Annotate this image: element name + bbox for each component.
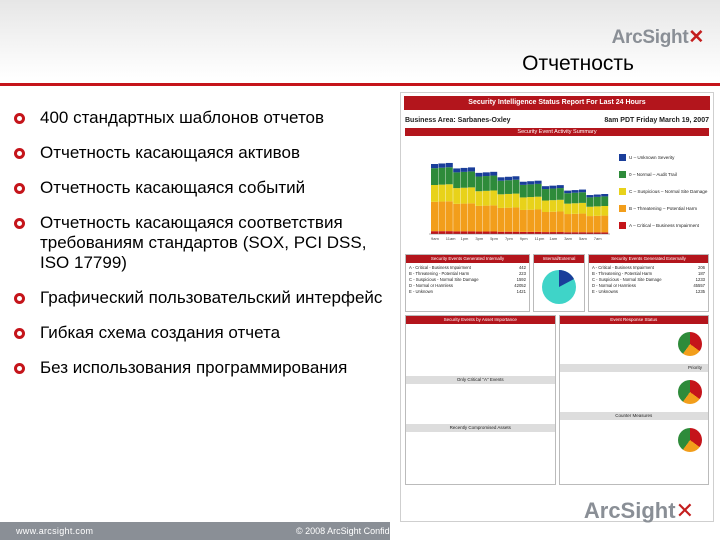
event-label: A - Critical - Business Impairment [591,265,654,270]
chart-bar-segment [601,206,608,216]
event-count: 442 [518,265,526,270]
event-count: 1235 [695,289,705,294]
chart-bar-segment [527,232,534,234]
chart-bar-segment [446,201,453,231]
legend-swatch [619,154,626,161]
bullet-item: Без использования программирования [14,358,394,378]
chart-bar-segment [542,189,549,200]
chart-bar-segment [579,232,586,234]
x-tick-label: 9pm [519,236,528,241]
bullet-icon [14,148,25,159]
chart-bar-segment [520,232,527,234]
chart-bar-segment [498,177,505,180]
chart-bar-segment [512,180,519,194]
chart-bar-segment [527,181,534,184]
x-tick-label: 1pm [460,236,469,241]
chart-bar-segment [535,209,542,231]
chart-bar-segment [483,232,490,234]
chart-bar-segment [549,186,556,189]
event-label: B - Threatening - Potential Harm [409,271,470,276]
event-label: E - Unknowns [591,289,619,294]
chart-bar-segment [446,167,453,184]
chart-bar-segment [512,232,519,234]
slide-footer [0,522,720,540]
chart-bar-segment [475,173,482,177]
bullet-icon [14,363,25,374]
chart-bar-segment [498,208,505,232]
chart-bar-segment [527,197,534,210]
chart-bar-segment [557,212,564,233]
chart-bar-segment [475,232,482,234]
legend-item: U – Unknown Severity [619,154,711,161]
chart-bar-segment [601,194,608,196]
footer-url: www.arcsight.com [16,526,94,536]
chart-bar-segment [483,206,490,232]
chart-bar-segment [512,207,519,231]
chart-bar-segment [542,232,549,234]
chart-bar-segment [564,204,571,214]
asset-response-row [405,315,709,485]
chart-bar-segment [586,197,593,206]
chart-bar-segment [475,206,482,232]
events-summary-row [405,254,709,312]
chart-bar-segment [520,182,527,185]
chart-bar-segment [490,232,497,234]
chart-bar-segment [438,231,445,234]
event-label: D - Normal or Harmless [409,283,453,288]
event-count: 45557 [693,283,705,288]
chart-bar-segment [586,207,593,216]
internal-events-list [406,263,529,297]
arcsight-logo: ArcSight✕ [611,27,704,48]
chart-bar-segment [535,184,542,197]
chart-bar-segment [453,231,460,234]
title-divider-right [630,83,720,86]
pie-chart [534,263,584,311]
bullet-item: Отчетность касающаяся соответствия требованиям стандартов (SOX, PCI DSS, ISO 17799) [14,213,394,273]
chart-bar-segment [549,232,556,234]
legend-item: A – Critical – Business Impairment [619,222,711,229]
bullet-icon [14,218,25,229]
x-tick-label: 11am [445,236,456,241]
chart-bar-segment [512,176,519,179]
event-label: C - Suspicious - Normal Site Damage [409,277,479,282]
impact-gauge-row [560,420,709,460]
chart-bar-segment [468,231,475,234]
chart-bar-segment [601,196,608,206]
priority-gauge-icon [678,380,702,404]
chart-bar-segment [579,214,586,233]
chart-bar-segment [461,172,468,188]
report-info [401,113,713,126]
event-label: A - Critical - Business Impairment [409,265,471,270]
chart-bar-segment [438,163,445,167]
chart-bar-segment [453,188,460,204]
chart-bar-segment [564,193,571,203]
chart-bar-segment [490,172,497,176]
priority-gauge-row [560,372,709,412]
chart-bar-segment [557,188,564,200]
chart-bar-segment [468,187,475,203]
x-tick-label: 3pm [475,236,484,241]
chart-bar-segment [505,180,512,194]
chart-bar-segment [572,203,579,214]
chart-bar-segment [490,176,497,191]
chart-bar-segment [468,167,475,171]
chart-bar-segment [557,200,564,212]
chart-bar-segment [572,193,579,204]
chart-bar-segment [461,188,468,204]
chart-bar-segment [512,194,519,208]
report-timestamp: 8am PDT Friday March 19, 2007 [604,117,709,124]
chart-bar-segment [475,177,482,192]
chart-bar-segment [557,232,564,234]
event-count: 187 [698,271,705,276]
chart-bar-segment [586,195,593,197]
x-tick-label: 1am [549,236,558,241]
legend-item: B – Threatening – Potential Harm [619,205,711,212]
impact-gauge-icon [678,428,702,452]
chart-bar-segment [461,204,468,232]
chart-bar-segment [579,190,586,193]
bullet-item: 400 стандартных шаблонов отчетов [14,108,394,128]
chart-bar-segment [468,171,475,187]
x-tick-label: 5am [579,236,587,241]
asset-events-block [406,324,555,376]
severity-gauge-icon [678,332,702,356]
bullet-item: Отчетность касающаяся событий [14,178,394,198]
internal-events-panel: Security Events Generated Internally A - Critical - Business Impairment 442 B - Threatening - Potential Harm 223 C - Suspicious - Normal Site Damage 1592 D - Normal or Harmless 42052 E - Unknown 1421 [405,254,530,312]
chart-bar-segment [542,186,549,189]
chart-bar-segment [579,203,586,214]
chart-bar-segment [453,204,460,232]
x-tick-label: 3am [564,236,572,241]
chart-bar-segment [490,205,497,231]
x-tick-label: 11pm [534,236,545,241]
event-activity-chart [405,138,709,248]
chart-bar-segment [453,168,460,172]
severity-gauge-row [560,324,709,364]
chart-bar-segment [505,177,512,180]
chart-bar-segment [535,181,542,184]
stacked-bar-chart [405,138,615,242]
report-screenshot [400,92,714,522]
chart-bar-segment [498,232,505,234]
legend-swatch [619,205,626,212]
event-row [592,289,705,295]
chart-bar-segment [438,168,445,185]
x-tick-label: 7pm [505,236,513,241]
chart-bar-segment [542,201,549,212]
bullet-icon [14,293,25,304]
chart-bar-segment [549,200,556,212]
chart-bar-segment [527,184,534,197]
chart-bar-segment [594,216,601,233]
chart-bar-segment [542,212,549,232]
bullet-icon [14,183,25,194]
chart-bar-segment [483,172,490,176]
legend-item: 0 – Normal – Audit Trail [619,171,711,178]
chart-bar-segment [594,206,601,215]
chart-bar-segment [483,191,490,206]
event-count: 223 [518,271,526,276]
chart-bar-segment [594,195,601,197]
bullet-list [14,108,394,393]
chart-bar-segment [557,185,564,188]
event-count: 1421 [516,289,526,294]
arcsight-logo-bottom: ArcSight✕ [583,498,694,523]
legend-swatch [619,222,626,229]
chart-bar-segment [505,194,512,208]
summary-header: Security Event Activity Summary [405,128,709,136]
chart-bar-segment [461,168,468,172]
chart-bar-segment [579,192,586,203]
chart-legend [619,154,711,239]
chart-bar-segment [438,202,445,232]
chart-bar-segment [498,181,505,195]
chart-bar-segment [431,202,438,231]
asset-importance-panel: Security Events by Asset Importance Only Critical "A" Events Recently Compromised Assets [405,315,556,485]
bullet-item: Графический пользовательский интерфейс [14,288,394,308]
footer-copyright: © 2008 ArcSight Confidential [296,526,412,536]
chart-bar-segment [535,232,542,234]
x-tick-label: 7am [593,236,602,241]
chart-bar-segment [505,208,512,232]
critical-events-block [406,384,555,424]
chart-bar-segment [564,191,571,194]
chart-bar-segment [461,231,468,234]
chart-bar-segment [594,197,601,206]
chart-bar-segment [601,216,608,233]
event-count: 1592 [516,277,526,282]
bullet-icon [14,328,25,339]
chart-bar-segment [564,214,571,232]
legend-swatch [619,171,626,178]
event-row [409,289,526,295]
chart-bar-segment [431,164,438,168]
x-tick-label: 5pm [490,236,498,241]
report-header: Security Intelligence Status Report For Last 24 Hours [404,96,710,110]
event-response-panel: Event Response Status Priority Counter Measures [559,315,710,485]
chart-bar-segment [586,216,593,232]
chart-bar-segment [549,212,556,232]
chart-bar-segment [475,191,482,206]
external-events-panel: Security Events Generated Externally A - Critical - Business Impairment 206 B - Threatening - Potential Harm 187 C - Suspicious - Normal Site Damage 1233 D - Normal or Harmless 45557 E - Unknowns 1235 [588,254,709,312]
title-divider [0,83,630,86]
slide-title: Отчетность [522,52,634,75]
chart-bar-segment [520,197,527,210]
chart-bar-segment [446,184,453,201]
event-label: D - Normal or Harmless [591,283,636,288]
chart-bar-segment [520,185,527,198]
chart-bar-segment [498,194,505,208]
event-label: B - Threatening - Potential Harm [591,271,653,276]
bullet-item: Гибкая схема создания отчета [14,323,394,343]
internal-external-panel: Internal/External [533,254,585,312]
chart-bar-segment [446,231,453,234]
chart-bar-segment [468,203,475,231]
chart-bar-segment [446,163,453,167]
event-label: C - Suspicious - Normal Site Damage [591,277,662,282]
chart-bar-segment [490,190,497,205]
external-events-list [589,263,708,297]
event-count: 206 [698,265,705,270]
chart-bar-segment [549,189,556,201]
chart-bar-segment [431,185,438,202]
business-area: Business Area: Sarbanes-Oxley [405,117,511,124]
chart-bar-segment [564,232,571,234]
event-label: E - Unknown [409,289,433,294]
event-count: 1233 [695,277,705,282]
chart-bar-segment [453,172,460,188]
bullet-icon [14,113,25,124]
chart-bar-segment [505,232,512,234]
chart-bar-segment [520,210,527,232]
chart-bar-segment [572,214,579,232]
chart-bar-segment [572,232,579,234]
legend-swatch [619,188,626,195]
chart-bar-segment [527,210,534,232]
chart-bar-segment [572,190,579,193]
x-tick-label: 9am [431,236,439,241]
chart-bar-segment [431,168,438,185]
legend-item: C – Suspicious – Normal Site Damage [619,188,711,195]
event-count: 42052 [514,283,526,288]
chart-bar-segment [483,176,490,191]
chart-bar-segment [535,197,542,210]
chart-bar-segment [438,185,445,202]
bullet-item: Отчетность касающаяся активов [14,143,394,163]
chart-bar-segment [431,231,438,234]
